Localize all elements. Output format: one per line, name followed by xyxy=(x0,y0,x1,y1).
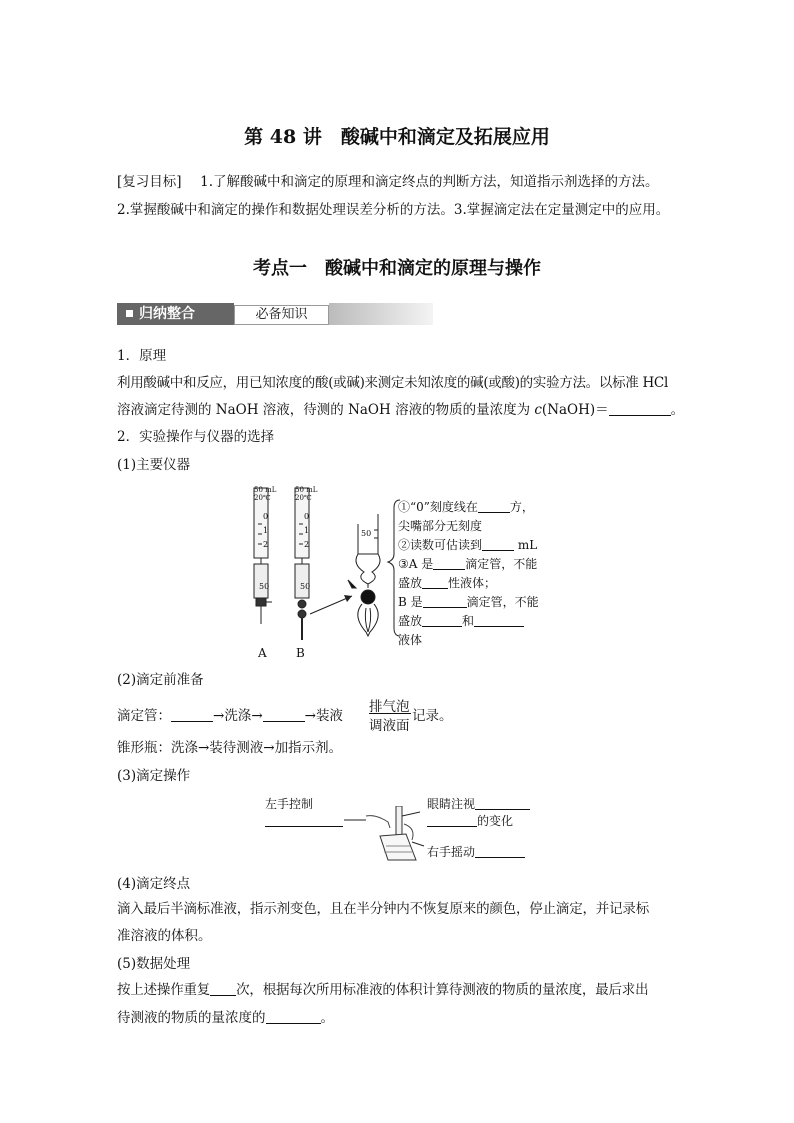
burette-label-a: A xyxy=(258,646,267,660)
data-line2-a: 待测液的物质的量浓度的 xyxy=(117,1010,266,1026)
note-2: 尖嘴部分无刻度 xyxy=(398,519,483,533)
tick-2-b: 2 xyxy=(304,540,310,549)
prep-burette-label: 滴定管： xyxy=(117,708,171,724)
prep-fill: 装液 xyxy=(315,708,343,724)
page-title: 第 48 讲 酸碱中和滴定及拓展应用 xyxy=(244,126,550,148)
blank-prep-1 xyxy=(171,707,213,722)
review-goals-line2: 2.掌握酸碱中和滴定的操作和数据处理误差分析的方法。3.掌握滴定法在定量测定中的应用。 xyxy=(117,202,670,218)
endpoint-line2: 准溶液的体积。 xyxy=(117,928,212,944)
section-title: 考点一 酸碱中和滴定的原理与操作 xyxy=(253,258,541,279)
review-goals-line1 xyxy=(117,172,659,192)
section-banner xyxy=(117,303,433,325)
prep-wash: 洗涤 xyxy=(224,708,252,724)
prep-subheading: (2)滴定前准备 xyxy=(117,672,204,688)
endpoint-line1: 滴入最后半滴标准液，指示剂变色，且在半分钟内不恢复原来的颜色，停止滴定，并记录标 xyxy=(117,901,649,917)
note-3: ②读数可估读到 mL xyxy=(398,538,538,552)
data-line2 xyxy=(117,1008,334,1028)
note-1: ①“0”刻度线在 方， xyxy=(398,500,534,514)
note-8: 液体 xyxy=(398,633,423,647)
burette-a xyxy=(254,488,272,624)
principle-line2-text: 溶液滴定待测的 NaOH 溶液，待测的 NaOH 溶液的物质的量浓度为 xyxy=(117,402,535,418)
prep-adjust-label: 调液面 xyxy=(369,718,410,734)
data-line1-a: 按上述操作重复 xyxy=(117,982,211,998)
principle-end: 。 xyxy=(670,402,685,418)
prep-burette-line xyxy=(117,706,343,726)
scale-label-b: 50 mL 20℃ xyxy=(295,486,318,502)
burette-label-b: B xyxy=(296,646,305,660)
banner-dark xyxy=(117,303,234,325)
principle-line1: 利用酸碱中和反应，用已知浓度的酸(或碱)来测定未知浓度的碱(或酸)的实验方法。以标准 HCl xyxy=(117,375,668,391)
endpoint-subheading: (4)滴定终点 xyxy=(117,876,191,892)
tick-0-a: 0 xyxy=(263,512,269,521)
square-icon xyxy=(126,310,133,317)
scale-label-a: 50 mL 20℃ xyxy=(254,486,277,502)
blank-prep-2 xyxy=(263,707,305,722)
principle-line2 xyxy=(117,400,684,420)
review-goal-text: 1.了解酸碱中和滴定的原理和滴定终点的判断方法，知道指示剂选择的方法。 xyxy=(200,174,659,190)
arrow-icon: → xyxy=(251,708,263,724)
tick-2-a: 2 xyxy=(263,540,269,549)
note-4: ③A 是 滴定管，不能 xyxy=(398,557,538,571)
data-subheading: (5)数据处理 xyxy=(117,956,191,972)
banner-dark-label: 归纳整合 xyxy=(139,306,195,322)
blank-left-hand xyxy=(265,826,343,827)
titration-figure xyxy=(340,806,440,866)
titration-subheading: (3)滴定操作 xyxy=(117,768,191,784)
note-7: 盛放 和 xyxy=(398,612,524,629)
right-hand-label: 右手摇动 xyxy=(427,843,525,860)
tick-50-a: 50 xyxy=(259,582,270,591)
tick-50-zoom: 50 xyxy=(361,529,372,538)
eyes-label: 眼睛注视 xyxy=(427,795,530,812)
data-line2-end: 。 xyxy=(320,1010,334,1026)
data-line1 xyxy=(117,980,648,1000)
prep-flask-line: 锥形瓶：洗涤→装待测液→加指示剂。 xyxy=(117,740,343,756)
blank-repeat xyxy=(210,981,236,996)
review-tag: [复习目标] xyxy=(117,174,182,190)
instrument-subheading: (1)主要仪器 xyxy=(117,457,191,473)
note-6: B 是 滴定管，不能 xyxy=(398,595,539,609)
prep-record: 记录。 xyxy=(412,708,453,724)
prep-bubble-label: 排气泡 xyxy=(369,699,410,715)
banner-light-label: 必备知识 xyxy=(234,305,329,325)
banner-fade xyxy=(329,303,433,325)
operation-heading: 2．实验操作与仪器的选择 xyxy=(117,429,275,445)
data-line1-b: 次，根据每次所用标准液的体积计算待测液的物质的量浓度，最后求出 xyxy=(236,982,649,998)
note-5: 盛放 性液体； xyxy=(398,576,497,590)
tick-0-b: 0 xyxy=(304,512,310,521)
change-label: 的变化 xyxy=(427,812,513,829)
principle-c-symbol: c xyxy=(534,402,542,418)
tick-50-b: 50 xyxy=(300,582,311,591)
tick-1-a: 1 xyxy=(263,526,269,535)
prep-bubble-arrow xyxy=(369,713,411,714)
principle-heading: 1．原理 xyxy=(117,348,167,364)
burette-b xyxy=(295,488,309,640)
principle-naoh: (NaOH)＝ xyxy=(541,402,609,418)
arrow-icon: → xyxy=(213,708,225,724)
blank-concentration xyxy=(609,401,671,416)
blank-average xyxy=(266,1009,321,1024)
tick-1-b: 1 xyxy=(304,526,310,535)
arrow-icon: → xyxy=(304,708,316,724)
left-hand-label: 左手控制 xyxy=(265,797,314,811)
